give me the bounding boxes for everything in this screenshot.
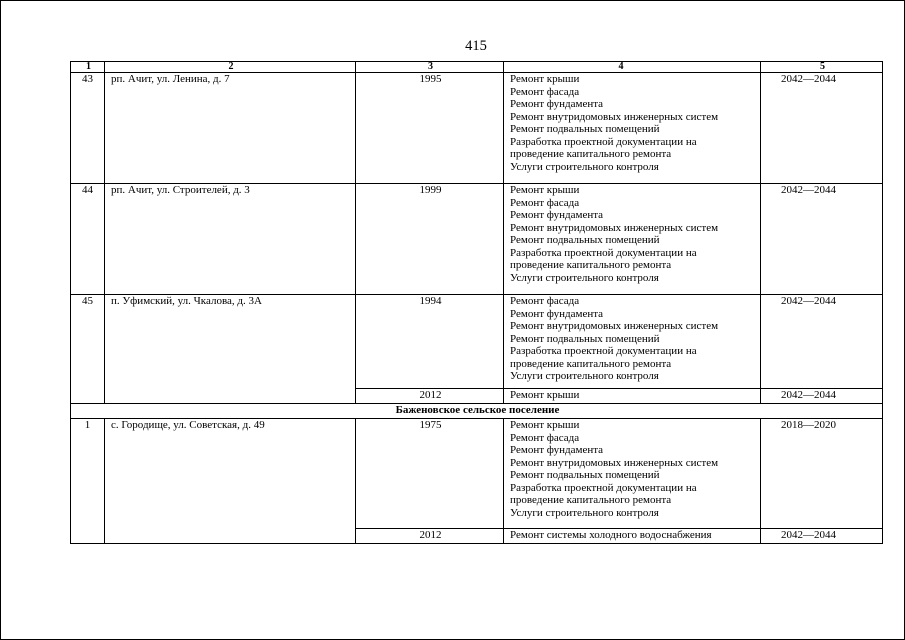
work-item: Разработка проектной документации на: [510, 246, 697, 259]
work-item: Ремонт подвальных помещений: [510, 234, 660, 246]
row-number: 43: [71, 73, 105, 184]
work-item: проведение капитального ремонта: [510, 259, 672, 271]
construction-year: 1995: [356, 73, 504, 184]
work-item: Ремонт фундамента: [510, 98, 604, 110]
works-list: [504, 529, 761, 544]
work-item: Ремонт фасада: [510, 85, 580, 98]
work-item: Ремонт крыши: [510, 389, 580, 401]
address: с. Городище, ул. Советская, д. 49: [105, 419, 356, 544]
work-item: Ремонт крыши: [510, 419, 580, 431]
work-item: Услуги строительного контроля: [510, 506, 659, 519]
repair-period: 2042—2044: [761, 389, 883, 404]
work-item: Ремонт подвальных помещений: [510, 469, 660, 481]
work-item: Ремонт крыши: [510, 184, 580, 196]
section-title: Баженовское сельское поселение: [71, 404, 883, 419]
table-row: [71, 419, 883, 529]
column-number-3: 3: [356, 62, 504, 73]
construction-year: 1975: [356, 419, 504, 529]
page-number: 415: [465, 38, 487, 54]
work-item: Ремонт фундамента: [510, 209, 604, 221]
works-list: [504, 295, 761, 389]
construction-year: 1994: [356, 295, 504, 389]
construction-year: 2012: [356, 529, 504, 544]
construction-year: 2012: [356, 389, 504, 404]
repair-period: 2042—2044: [761, 529, 883, 544]
work-item: Ремонт внутридомовых инженерных систем: [510, 320, 719, 332]
repair-period: 2042—2044: [761, 295, 883, 389]
work-item: проведение капитального ремонта: [510, 148, 672, 160]
column-number-1: 1: [71, 62, 105, 73]
work-item: Ремонт внутридомовых инженерных систем: [510, 110, 719, 123]
work-item: Услуги строительного контроля: [510, 160, 659, 173]
works-list: [504, 419, 761, 529]
repair-schedule-table: [70, 61, 883, 544]
column-number-2: 2: [105, 62, 356, 73]
work-item: Ремонт фасада: [510, 431, 580, 444]
table-row: [71, 295, 883, 389]
repair-period: 2018—2020: [761, 419, 883, 529]
works-list: [504, 389, 761, 404]
row-number: 45: [71, 295, 105, 404]
construction-year: 1999: [356, 184, 504, 295]
row-number: 1: [71, 419, 105, 544]
work-item: Ремонт фасада: [510, 295, 580, 307]
row-number: 44: [71, 184, 105, 295]
work-item: проведение капитального ремонта: [510, 357, 672, 370]
work-item: Ремонт системы холодного водоснабжения: [510, 529, 712, 541]
repair-period: 2042—2044: [761, 73, 883, 184]
column-number-5: 5: [761, 62, 883, 73]
work-item: Ремонт внутридомовых инженерных систем: [510, 221, 719, 234]
section-title-row: [71, 404, 883, 419]
work-item: Разработка проектной документации на: [510, 135, 697, 148]
table-row: [71, 73, 883, 184]
work-item: Ремонт фундамента: [510, 444, 604, 456]
address: рп. Ачит, ул. Строителей, д. 3: [105, 184, 356, 295]
address: рп. Ачит, ул. Ленина, д. 7: [105, 73, 356, 184]
column-number-4: 4: [504, 62, 761, 73]
work-item: Ремонт подвальных помещений: [510, 123, 660, 135]
table-row: [71, 184, 883, 295]
work-item: Разработка проектной документации на: [510, 481, 697, 494]
works-list: [504, 73, 761, 184]
work-item: Разработка проектной документации на: [510, 345, 697, 357]
repair-period: 2042—2044: [761, 184, 883, 295]
work-item: Ремонт внутридомовых инженерных систем: [510, 456, 719, 469]
work-item: проведение капитального ремонта: [510, 494, 672, 506]
work-item: Ремонт фундамента: [510, 307, 604, 320]
work-item: Ремонт крыши: [510, 73, 580, 85]
work-item: Услуги строительного контроля: [510, 271, 659, 284]
work-item: Услуги строительного контроля: [510, 370, 659, 382]
work-item: Ремонт подвальных помещений: [510, 332, 660, 345]
works-list: [504, 184, 761, 295]
table-header-row: [71, 62, 883, 73]
address: п. Уфимский, ул. Чкалова, д. 3А: [105, 295, 356, 404]
work-item: Ремонт фасада: [510, 196, 580, 209]
